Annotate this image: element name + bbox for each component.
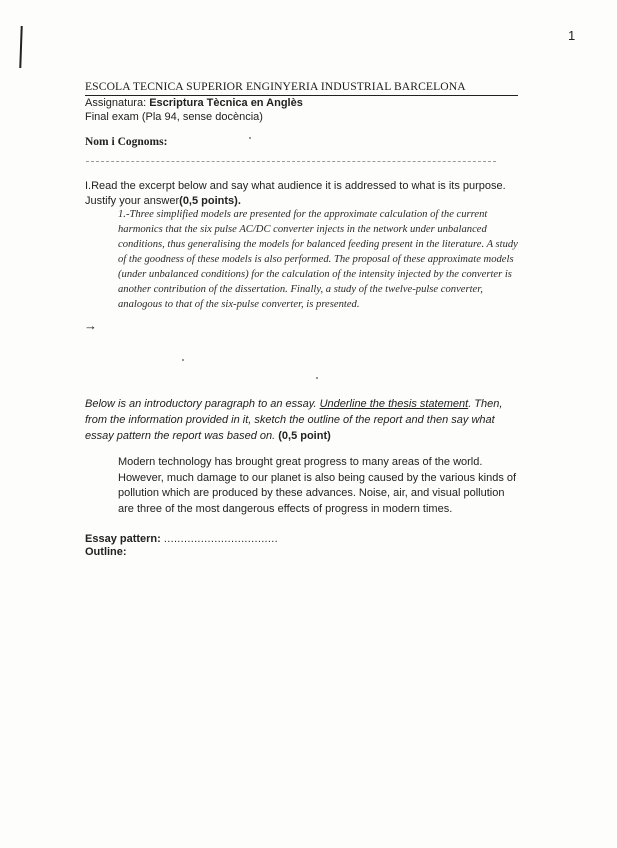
school-header: ESCOLA TECNICA SUPERIOR ENGINYERIA INDUSTRIAL BARCELONA bbox=[85, 80, 466, 93]
essay-pattern-blank: .................................. bbox=[163, 533, 278, 545]
scan-speck bbox=[249, 137, 251, 139]
question-2-text-start: Below is an introductory paragraph to an essay. bbox=[85, 398, 320, 410]
question-2-points: (0,5 point) bbox=[278, 430, 331, 442]
question-1-prompt bbox=[85, 179, 515, 209]
margin-pen-mark bbox=[19, 26, 22, 68]
subject-value: Escriptura Tècnica en Anglès bbox=[149, 97, 303, 109]
answer-arrow-icon: → bbox=[84, 318, 97, 333]
question-2-text-end: . Then, from the information provided in it, sketch the outline of the report and then say what essay pattern the report was based on. bbox=[85, 398, 503, 442]
question-1-text: I.Read the excerpt below and say what audience it is addressed to what is its purpose. Justify your answer bbox=[85, 180, 506, 207]
header-rule bbox=[85, 95, 518, 96]
essay-pattern-line bbox=[85, 533, 278, 545]
name-label: Nom i Cognoms: bbox=[85, 136, 168, 148]
question-1-points: (0,5 points). bbox=[179, 195, 241, 207]
exam-line: Final exam (Pla 94, sense docència) bbox=[85, 111, 263, 123]
essay-pattern-label: Essay pattern: bbox=[85, 533, 164, 545]
page-number: 1 bbox=[568, 28, 576, 43]
scan-speck bbox=[182, 359, 184, 361]
question-2-underlined-instruction: Underline the thesis statement bbox=[319, 398, 469, 410]
scan-speck bbox=[316, 377, 318, 379]
subject-label: Assignatura: bbox=[85, 97, 150, 109]
question-2-paragraph: Modern technology has brought great progress to many areas of the world. However, much damage to our planet is also being caused by the various kinds of pollution which are produced by these advances. Noise, air, and visual pollution are three of the most dangerous effects of progress in modern times. bbox=[118, 456, 517, 515]
subject-line bbox=[85, 97, 303, 109]
question-2-prompt bbox=[85, 396, 525, 444]
name-answer-line bbox=[86, 161, 496, 162]
outline-label: Outline: bbox=[85, 546, 127, 558]
question-1-excerpt: 1.-Three simplified models are presented for the approximate calculation of the current harmonics that the six pulse AC/DC converter injects in the network under unbalanced conditions, thus generalising the models for balanced feeding present in the literature. A study of the goodness of these models is also performed. The proposal of these approximate models (under unbalanced conditions) for the calculation of the intensity injected by the converter is another contribution of the dissertation. Finally, a study of the twelve-pulse converter, analogous to that of the six-pulse converter, is presented. bbox=[118, 209, 518, 310]
